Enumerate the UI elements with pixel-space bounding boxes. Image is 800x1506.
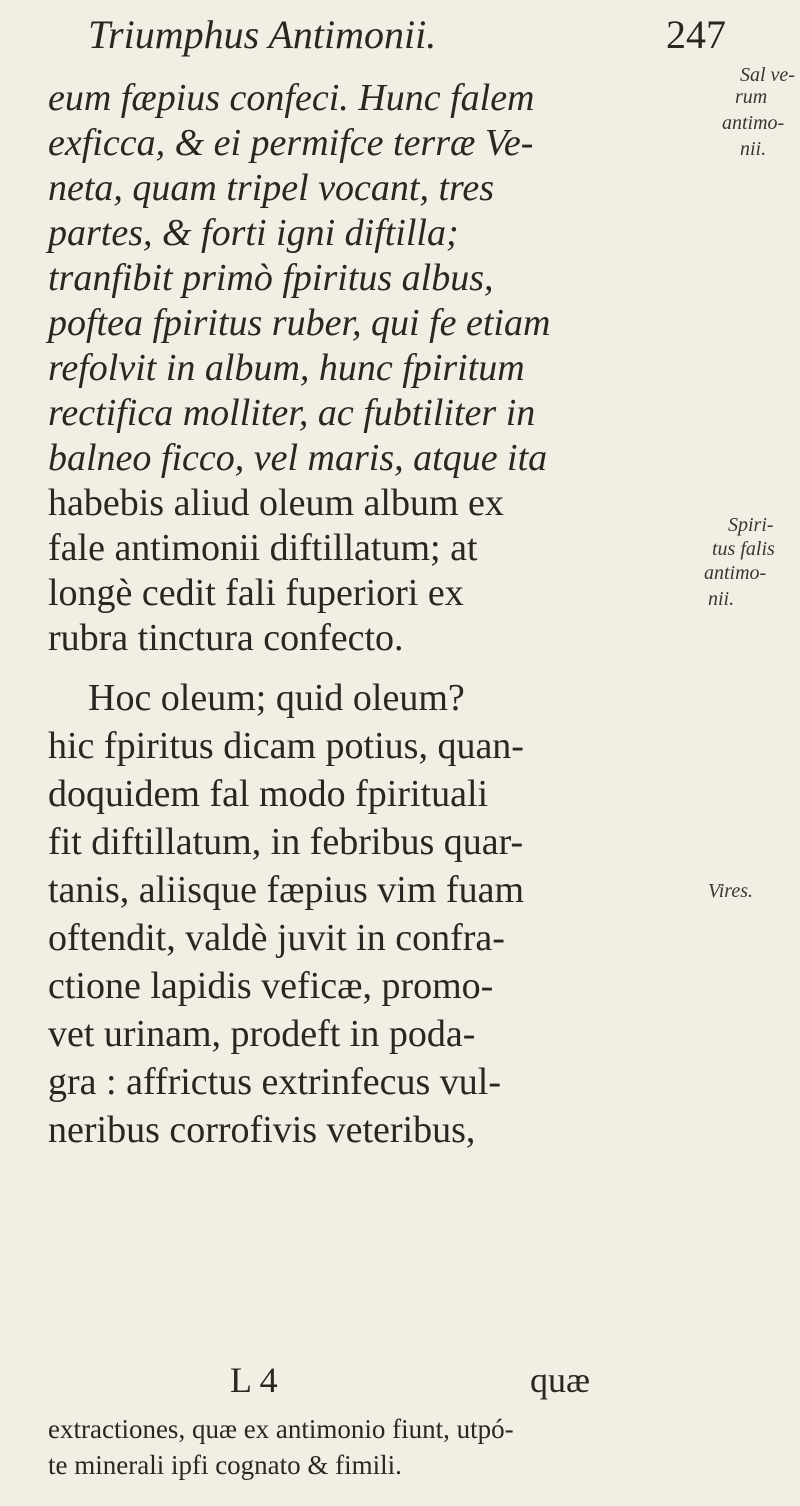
text-line-2: exficca, & ei permifce terræ Ve- bbox=[48, 122, 534, 164]
margin-note-sal-line-3: antimo- bbox=[722, 112, 785, 134]
running-header bbox=[88, 4, 728, 66]
text-line-22: gra : affrictus extrinfecus vul- bbox=[48, 1061, 502, 1103]
text-line-3: neta, quam tripel vocant, tres bbox=[48, 167, 495, 209]
text-line-15: hic fpiritus dicam potius, quan- bbox=[48, 725, 524, 767]
text-line-19: oftendit, valdè juvit in confra- bbox=[48, 917, 505, 959]
margin-note-vires: Vires. bbox=[708, 880, 753, 902]
running-title: Triumphus Antimonii. bbox=[88, 12, 437, 57]
text-line-17: fit diftillatum, in febribus quar- bbox=[48, 821, 524, 863]
margin-note-spiritus-line-2: tus falis bbox=[712, 538, 775, 560]
text-line-4: partes, & forti igni diftilla; bbox=[48, 212, 459, 254]
note-line-2: te minerali ipfi cognato & fimili. bbox=[48, 1450, 402, 1480]
signature-mark: L 4 bbox=[230, 1360, 278, 1400]
margin-note-spiritus-line-4: nii. bbox=[708, 588, 735, 610]
margin-note-spiritus-line-3: antimo- bbox=[704, 562, 767, 584]
text-line-5: tranfibit primò fpiritus albus, bbox=[48, 257, 494, 299]
text-line-6: poftea fpiritus ruber, qui fe etiam bbox=[48, 302, 551, 344]
text-line-14: Hoc oleum; quid oleum? bbox=[88, 677, 465, 719]
text-line-16: doquidem fal modo fpirituali bbox=[48, 773, 489, 815]
text-line-7: refolvit in album, hunc fpiritum bbox=[48, 347, 525, 389]
text-line-1: eum fæpius confeci. Hunc falem bbox=[48, 77, 535, 119]
margin-note-spiritus-line-1: Spiri- bbox=[728, 514, 774, 536]
margin-note-sal-line-2: rum bbox=[735, 86, 768, 108]
note-line-1: extractiones, quæ ex antimonio fiunt, utpó- bbox=[48, 1414, 514, 1444]
text-line-11: fale antimonii diftillatum; at bbox=[48, 527, 478, 569]
text-line-18: tanis, aliisque fæpius vim fuam bbox=[48, 869, 525, 911]
text-line-10: habebis aliud oleum album ex bbox=[48, 482, 504, 524]
text-line-23: neribus corrofivis veteribus, bbox=[48, 1109, 476, 1151]
text-line-8: rectifica molliter, ac fubtiliter in bbox=[48, 392, 536, 434]
text-line-13: rubra tinctura confecto. bbox=[48, 617, 404, 659]
page-number: 247 bbox=[666, 12, 726, 57]
margin-note-sal-line-4: nii. bbox=[740, 138, 767, 160]
text-line-12: longè cedit fali fuperiori ex bbox=[48, 572, 464, 614]
catchword: quæ bbox=[530, 1360, 591, 1400]
text-line-20: ctione lapidis veficæ, promo- bbox=[48, 965, 494, 1007]
margin-note-sal-line-1: Sal ve- bbox=[740, 64, 795, 86]
text-line-9: balneo ficco, vel maris, atque ita bbox=[48, 437, 548, 479]
text-line-21: vet urinam, prodeft in poda- bbox=[48, 1013, 476, 1055]
